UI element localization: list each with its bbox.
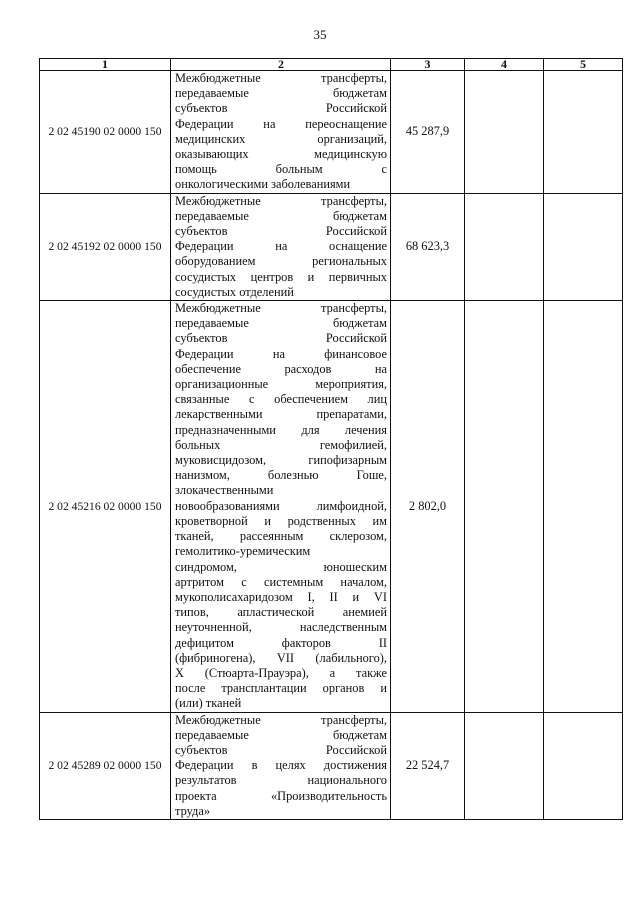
description-line: сосудистых центров и первичных	[175, 269, 387, 284]
row-col5-cell	[544, 71, 623, 194]
row-description-cell	[171, 71, 391, 194]
row-code-cell: 2 02 45190 02 0000 150	[40, 71, 171, 194]
description-line: артритом с системным началом,	[175, 574, 387, 589]
row-col4-cell	[465, 301, 544, 712]
header-col-3: 3	[391, 59, 465, 71]
row-amount-cell: 22 524,7	[391, 712, 465, 819]
row-description-cell	[171, 193, 391, 300]
description-line: Федерации на оснащение	[175, 239, 387, 254]
description-line: субъектов Российской	[175, 224, 387, 239]
row-amount-cell: 68 623,3	[391, 193, 465, 300]
row-description-cell	[171, 712, 391, 819]
description-line: передаваемые бюджетам	[175, 86, 387, 101]
description-line: передаваемые бюджетам	[175, 727, 387, 742]
description-line: оказывающих медицинскую	[175, 147, 387, 162]
row-code-cell: 2 02 45216 02 0000 150	[40, 301, 171, 712]
table-row	[40, 71, 623, 194]
description-line: (фибриногена), VII (лабильного),	[175, 650, 387, 665]
description-line: оборудованием региональных	[175, 254, 387, 269]
table-row	[40, 193, 623, 300]
row-description-cell	[171, 301, 391, 712]
description-line: результатов национального	[175, 773, 387, 788]
description-line: типов, апластической анемией	[175, 605, 387, 620]
row-col5-cell	[544, 193, 623, 300]
description-line: лекарственными препаратами,	[175, 407, 387, 422]
description-line: организационные мероприятия,	[175, 377, 387, 392]
page-number: 35	[313, 27, 327, 42]
row-col4-cell	[465, 193, 544, 300]
description-line: Федерации на финансовое	[175, 346, 387, 361]
row-col4-cell	[465, 712, 544, 819]
description-line: мукополисахаридозом I, II и VI	[175, 589, 387, 604]
description-line: субъектов Российской	[175, 331, 387, 346]
description-line: дефицитом факторов II	[175, 635, 387, 650]
row-amount-cell: 45 287,9	[391, 71, 465, 194]
description-line: связанные с обеспечением лиц	[175, 392, 387, 407]
description-line: предназначенными для лечения	[175, 422, 387, 437]
description-line: обеспечение расходов на	[175, 361, 387, 376]
description-line: тканей, рассеянным склерозом,	[175, 529, 387, 544]
description-line: больных гемофилией,	[175, 437, 387, 452]
description-line: муковисцидозом, гипофизарным	[175, 453, 387, 468]
description-line: X (Стюарта-Прауэра), а также	[175, 665, 387, 680]
description-line: сосудистых отделений	[175, 284, 294, 299]
header-col-4: 4	[465, 59, 544, 71]
row-code-cell: 2 02 45192 02 0000 150	[40, 193, 171, 300]
description-line: Межбюджетные трансферты,	[175, 71, 387, 85]
description-line: передаваемые бюджетам	[175, 316, 387, 331]
header-col-5: 5	[544, 59, 623, 71]
budget-table	[39, 58, 623, 820]
table-body	[40, 71, 623, 820]
description-line: передаваемые бюджетам	[175, 208, 387, 223]
row-amount-cell: 2 802,0	[391, 301, 465, 712]
row-code-cell: 2 02 45289 02 0000 150	[40, 712, 171, 819]
description-line: онкологическими заболеваниями	[175, 177, 351, 192]
description-line: после трансплантации органов и	[175, 681, 387, 696]
description-line: Межбюджетные трансферты,	[175, 301, 387, 316]
row-col5-cell	[544, 301, 623, 712]
description-line: кроветворной и родственных им	[175, 513, 387, 528]
header-col-1: 1	[40, 59, 171, 71]
description-line: гемолитико-уремическим	[175, 544, 311, 559]
description-line: нанизмом, болезнью Гоше,	[175, 468, 387, 483]
description-line: труда»	[175, 803, 211, 818]
row-col4-cell	[465, 71, 544, 194]
description-line: синдромом, юношеским	[175, 559, 387, 574]
description-line: Федерации на переоснащение	[175, 116, 387, 131]
description-line: субъектов Российской	[175, 742, 387, 757]
description-line: злокачественными	[175, 483, 274, 498]
table-row	[40, 301, 623, 712]
table-row	[40, 712, 623, 819]
row-col5-cell	[544, 712, 623, 819]
description-line: неуточненной, наследственным	[175, 620, 387, 635]
description-line: Межбюджетные трансферты,	[175, 712, 387, 727]
description-line: медицинских организаций,	[175, 131, 387, 146]
description-line: новообразованиями лимфоидной,	[175, 498, 387, 513]
description-line: Федерации в целях достижения	[175, 758, 387, 773]
description-line: (или) тканей	[175, 696, 242, 711]
header-col-2: 2	[171, 59, 391, 71]
description-line: субъектов Российской	[175, 101, 387, 116]
description-line: Межбюджетные трансферты,	[175, 193, 387, 208]
header-row	[40, 59, 623, 71]
description-line: помощь больным с	[175, 162, 387, 177]
description-line: проекта «Производительность	[175, 788, 387, 803]
